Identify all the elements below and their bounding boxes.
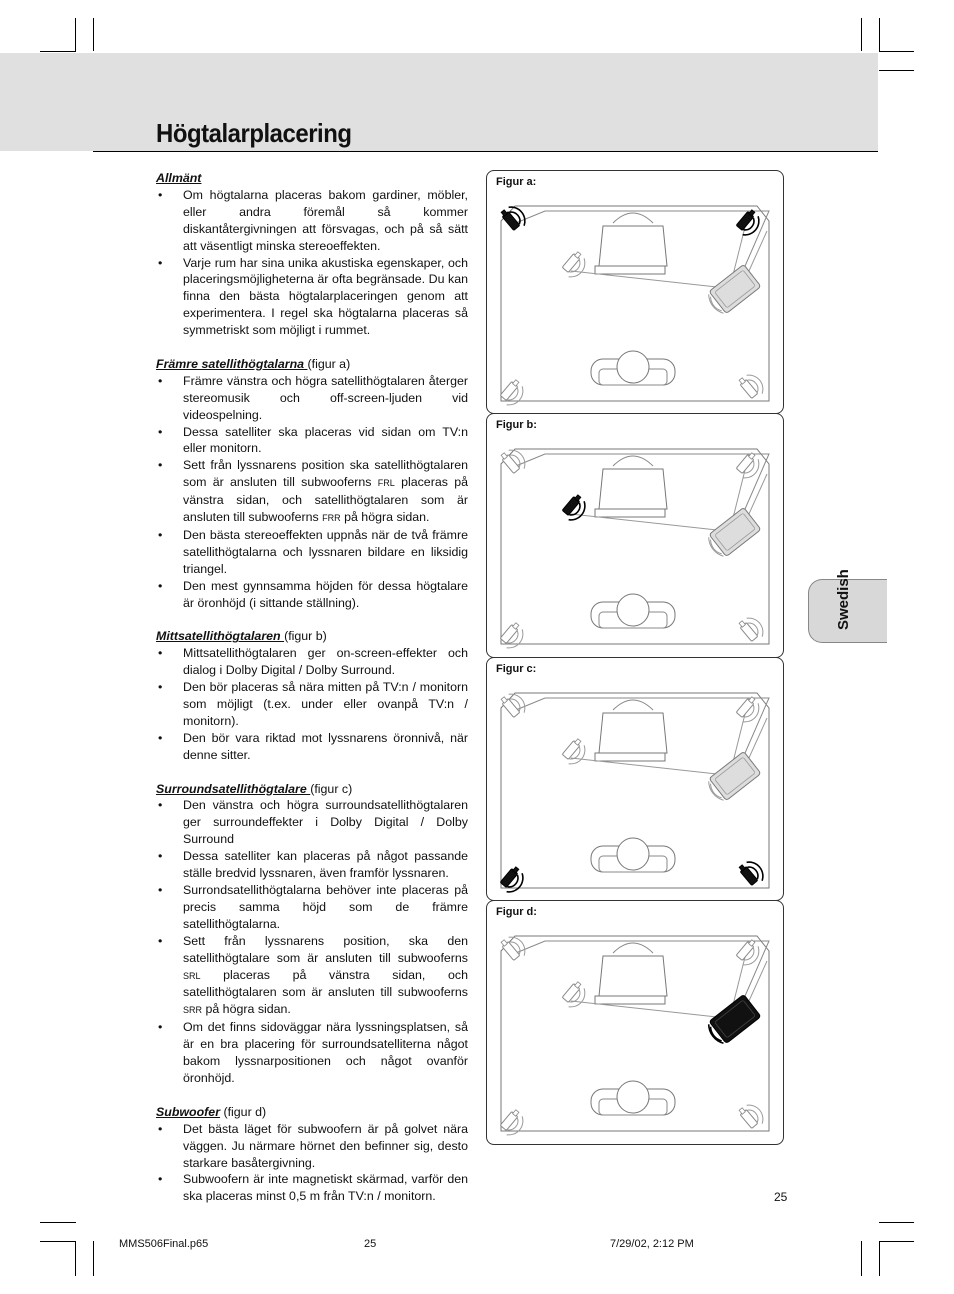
crop-mark [861,1241,862,1276]
bullet-text: Den mest gynnsamma höjden för dessa högtalare är öronhöjd (i sittande ställning). [183,578,468,610]
tv-icon [599,469,667,509]
crop-mark [879,1241,914,1242]
bullet-text: Sett från lyssnarens position ska satellithögtalaren som är ansluten till subwooferns [183,458,468,490]
tv-icon [599,226,667,266]
page-number: 25 [774,1190,788,1204]
subwoofer [704,751,761,804]
figure-label: Figur a: [496,176,537,188]
listener-head [617,1081,649,1113]
room-diagram [487,171,783,413]
section-heading: Främre satellithögtalarna [156,356,308,371]
tv-icon [599,956,667,996]
center-speaker [560,980,590,1011]
figure-label: Figur d: [496,906,537,918]
figure-d [486,900,784,1145]
tv-top [613,456,653,466]
section-figure-ref: (figur b) [284,629,327,644]
figure-label: Figur b: [496,419,537,431]
crop-mark [861,18,862,51]
front-right-speaker [734,208,764,239]
bullet-item [156,255,468,340]
surround-left-speaker [498,378,528,409]
footer-datetime: 7/29/02, 2:12 PM [610,1238,694,1250]
subwoofer [704,994,761,1047]
bullet-item [156,679,468,730]
section-title [156,356,468,373]
bullet-text: Varje rum har sina unika akustiska egenskaper, och placeringsmöjligheterna är ofta begränsade. Du kan finna den bästa högtalarplaceringen genom att experimentera. I regel ska högtalarna placeras så symmetriskt som möjligt i rummet. [183,255,468,338]
bullet-item [156,730,468,764]
front-left-speaker [500,202,530,233]
section [156,1104,468,1205]
section-heading: Surroundsatellithögtalare [156,781,311,796]
tv-stand [595,266,665,274]
section-figure-ref: (figur a) [307,356,351,371]
bullet-list [156,187,468,339]
tv-stand [595,996,665,1004]
bullet-item [156,424,468,458]
crop-mark [40,1241,76,1242]
bullet-item [156,373,468,424]
crop-mark [40,51,76,52]
surround-right-speaker [738,613,768,644]
figure-label: Figur c: [496,663,537,675]
bullet-text: Sett från lyssnarens position, ska den satellithögtalare som är ansluten till subwooferns [183,933,468,965]
figure-b [486,413,784,658]
crop-mark [75,18,76,51]
connector-label: FRR [322,513,341,524]
bullet-text: på högra sidan. [202,1002,291,1017]
bullet-text: Den bör placeras så nära mitten på TV:n / monitorn som möjligt (t.ex. under eller ovanpå TV:n / monitorn). [183,680,468,728]
bullet-list [156,797,468,1086]
bullet-item [156,457,468,527]
crop-mark [879,70,914,71]
section-figure-ref: (figur d) [220,1104,267,1119]
front-right-speaker [734,451,764,482]
connector-label: SRR [183,1005,203,1016]
tv-top [613,943,653,953]
surround-right-speaker [738,1100,768,1131]
bullet-text: Mittsatellithögtalaren ger on-screen-effekter och dialog i Dolby Digital / Dolby Surround. [183,646,468,678]
tv-stand [595,509,665,517]
bullet-text: Den bör vara riktad mot lyssnarens öronnivå, när denne sitter. [183,730,468,762]
bullet-text: Den vänstra och högra surroundsatellithögtalaren ger surroundeffekter i Dolby Digital / Dolby Surround [183,798,468,847]
crop-mark [40,1222,76,1223]
bullet-item [156,1019,468,1087]
section-heading: Subwoofer [156,1104,221,1119]
subwoofer [704,264,761,317]
text-column [156,170,468,1222]
bullet-text: Den bästa stereoeffekten uppnås när de två främre satellithögtalarna och lyssnaren bildare en liksidig triangel. [183,528,468,576]
bullet-list [156,373,468,612]
section [156,356,468,612]
crop-mark [93,18,94,51]
bullet-text: placeras på vänstra sidan, och satellithögtalaren som är ansluten till subwooferns [183,475,468,525]
section [156,170,468,339]
section [156,781,468,1087]
front-right-speaker [734,695,764,726]
crop-mark [879,18,880,51]
connector-label: SRL [183,970,201,981]
tv-icon [599,713,667,753]
footer-filename: MMS506Final.p65 [119,1238,209,1250]
tv-stand [595,753,665,761]
surround-right-speaker [738,857,768,888]
section-title [156,628,468,645]
crop-mark [75,1241,76,1276]
header-rule [93,151,878,152]
crop-mark [879,51,914,52]
bullet-text: Det bästa läget för subwoofern är på golvet nära väggen. Ju närmare hörnet den befinner sig, desto starkare basåtergivning. [183,1121,468,1170]
listener-head [617,838,649,870]
bullet-item [156,848,468,882]
crop-mark [93,1241,94,1276]
center-speaker [560,737,590,768]
header-band [0,53,878,151]
bullet-text: Surrondsatellithögtalarna behöver inte placeras på precis samma höjd som de främre satellithögtalarna. [183,883,468,931]
surround-left-speaker [498,1108,528,1139]
section-title [156,1104,468,1121]
page-title: Högtalarplacering [156,118,352,148]
section-figure-ref: (figur c) [310,781,353,796]
tv-top [613,700,653,710]
figure-a [486,170,784,414]
section-title [156,170,468,187]
bullet-item [156,1171,468,1205]
bullet-text: Främre vänstra och högra satellithögtalaren återger stereomusik och off-screen-ljuden vid videospelning. [183,373,468,422]
bullet-text: Dessa satelliter kan placeras på något passande ställe bredvid lyssnaren, även framför lyssnaren. [183,849,468,881]
listener-head [617,594,649,626]
section-heading: Mittsatellithögtalaren [156,629,285,644]
bullet-item [156,797,468,848]
bullet-text: Om högtalarna placeras bakom gardiner, möbler, eller andra föremål så kommer diskantåtergivningen att försvagas, och på så sätt att väsentligt minska stereoeffekten. [183,187,468,253]
bullet-text: Dessa satelliter ska placeras vid sidan om TV:n eller monitorn. [183,424,468,456]
bullet-list [156,1121,468,1206]
bullet-list [156,645,468,763]
section-title [156,781,468,798]
bullet-item [156,578,468,612]
bullet-item [156,645,468,679]
center-speaker [560,250,590,281]
room-diagram [487,414,783,656]
tv-top [613,213,653,223]
bullet-item [156,933,468,1020]
bullet-item [156,187,468,255]
language-tab-label: Swedish [835,569,852,630]
subwoofer [704,507,761,560]
bullet-text: på högra sidan. [340,510,430,525]
room-diagram [487,901,783,1143]
bullet-text: Om det finns sidoväggar nära lyssningsplatsen, så är en bra placering för surroundsatelliterna något bakom lyssnarpositionen och något ovanför öronhöjd. [183,1020,468,1085]
connector-label: FRL [377,478,395,489]
bullet-text: placeras på vänstra sidan, och satellithögtalaren som är ansluten till subwooferns [183,967,468,1000]
bullet-item [156,882,468,933]
section-heading: Allmänt [156,171,202,185]
crop-mark [879,1241,880,1276]
surround-right-speaker [738,370,768,401]
bullet-item [156,1121,468,1172]
crop-mark [879,1222,914,1223]
surround-left-speaker [498,621,528,652]
surround-left-speaker [498,865,528,896]
room-diagram [487,658,783,900]
figure-c [486,657,784,901]
center-speaker [560,493,590,524]
footer-page: 25 [364,1238,377,1250]
section [156,628,468,763]
bullet-text: Subwoofern är inte magnetiskt skärmad, varför den ska placeras minst 0,5 m från TV:n / monitorn. [183,1172,468,1204]
listener-head [617,351,649,383]
front-right-speaker [734,938,764,969]
bullet-item [156,527,468,578]
